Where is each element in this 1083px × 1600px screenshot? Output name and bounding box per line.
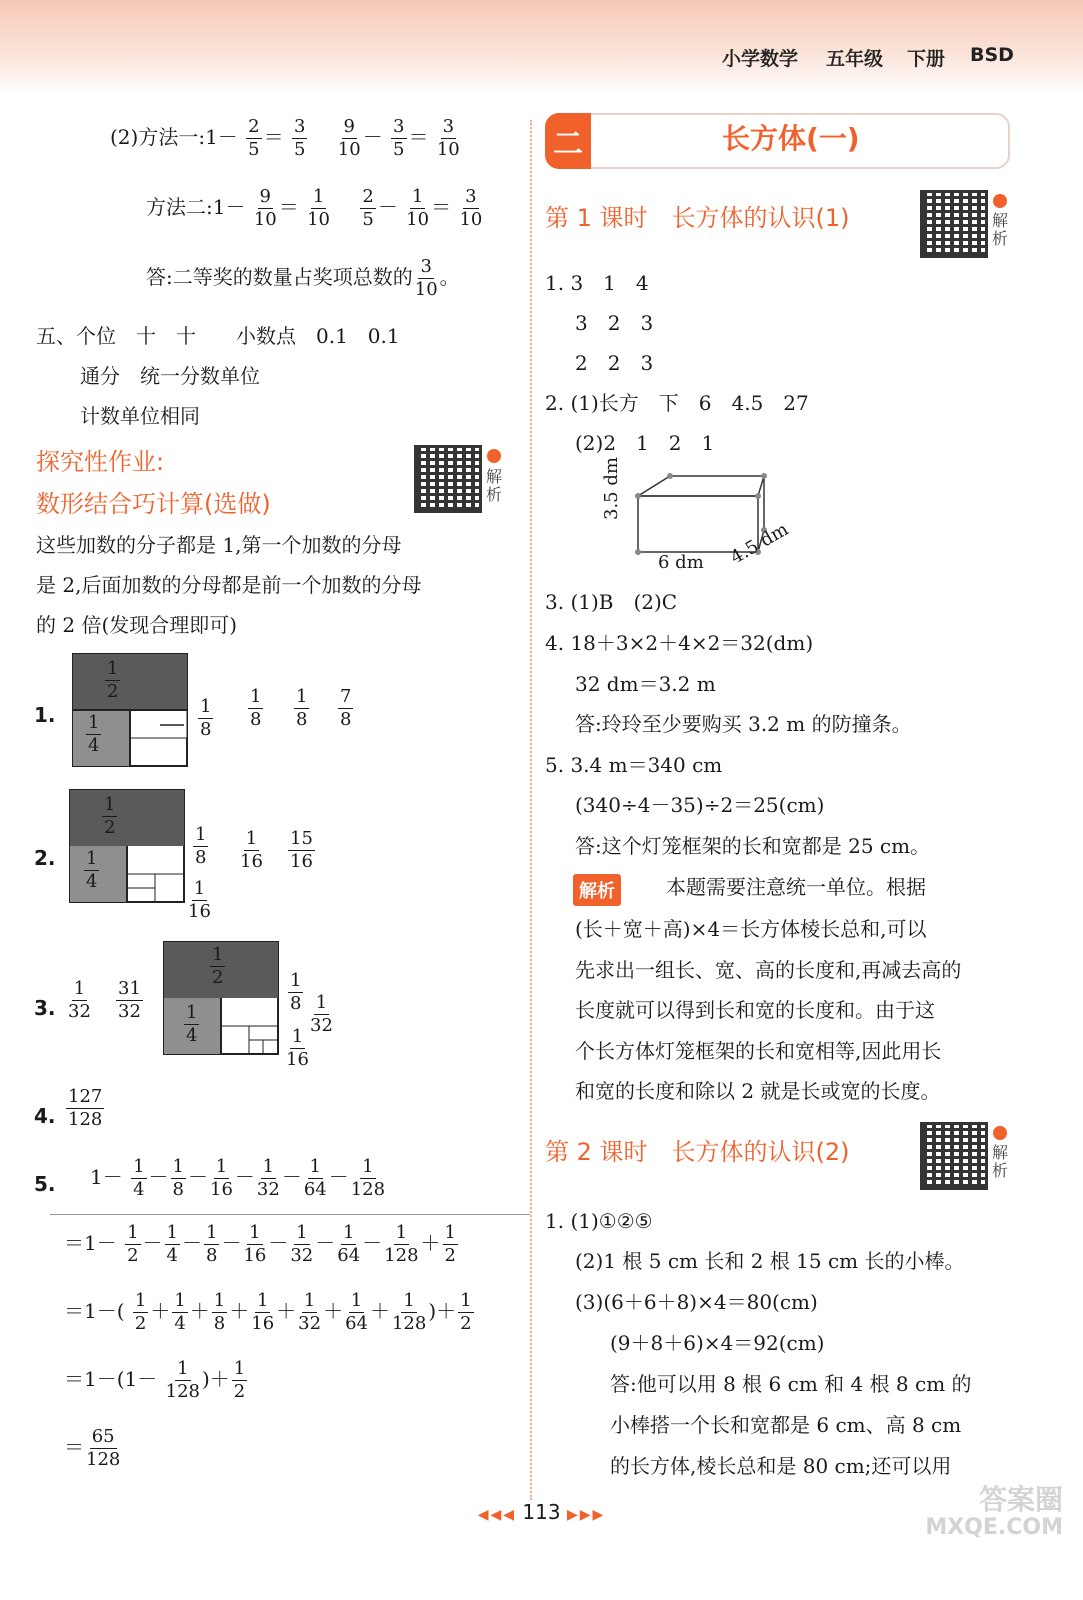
unit-number-badge: 二	[545, 113, 591, 169]
play-icon	[487, 449, 501, 463]
item-number: 5.	[34, 1172, 56, 1196]
item-fraction: $\frac{1}{8}$	[250, 686, 262, 730]
section-five-line3: 计数单位相同	[80, 404, 200, 428]
watermark: 答案圈 MXQE.COM	[925, 1483, 1063, 1540]
item-number: 4.	[34, 1104, 56, 1128]
right-arrows-icon: ▶▶▶	[566, 1507, 606, 1523]
lesson-title: 第 2 课时 长方体的认识(2)	[545, 1138, 850, 1166]
item-fraction: $\frac{1}{8}$	[200, 696, 212, 740]
lesson-title: 第 1 课时 长方体的认识(1)	[545, 204, 850, 232]
equation-line-4: ＝1－(1－ $\frac{1}{128}$ )＋ $\frac{1}{2}$	[64, 1358, 246, 1402]
qr-code[interactable]	[414, 445, 482, 513]
play-icon	[993, 194, 1007, 208]
answer-line: 3 2 3	[575, 311, 654, 335]
box-top-label: $\frac{1}{2}$	[212, 944, 224, 988]
explore-title: 探究性作业:	[36, 448, 165, 476]
height-label: 3.5 dm	[601, 457, 622, 520]
analysis-line: (长＋宽＋高)×4＝长方体棱长总和,可以	[575, 917, 927, 941]
answer-line: (2)2 1 2 1	[575, 431, 715, 455]
answer-line: 2 2 3	[575, 351, 654, 375]
answer-line: 32 dm＝3.2 m	[575, 672, 716, 696]
item-fraction: $\frac{1}{16}$	[240, 828, 263, 872]
box-bottom-label: $\frac{1}{4}$	[86, 848, 98, 892]
analysis-line: 个长方体灯笼框架的长和宽相等,因此用长	[575, 1039, 942, 1063]
header-grade: 五年级	[826, 48, 884, 70]
box-bottom-label: $\frac{1}{4}$	[186, 1002, 198, 1046]
answer-line: 1. (1)①②⑤	[545, 1209, 653, 1233]
play-icon	[993, 1126, 1007, 1140]
header-subject: 小学数学	[722, 48, 799, 70]
page-number: 113	[522, 1500, 561, 1524]
item-fraction: $\frac{1}{8}$	[296, 686, 308, 730]
item-fraction: $\frac{1}{16}$	[188, 878, 211, 922]
item-number: 3.	[34, 996, 56, 1020]
item-fraction: $\frac{1}{32}$	[310, 992, 333, 1036]
analysis-line: 和宽的长度和除以 2 就是长或宽的长度。	[575, 1079, 941, 1103]
page-footer	[0, 1500, 1083, 1524]
separator	[50, 1214, 530, 1215]
item-fraction: $\frac{15}{16}$	[290, 828, 313, 872]
qr-code[interactable]	[920, 190, 988, 258]
box-bottom-label: $\frac{1}{4}$	[88, 712, 100, 756]
answer-line: (9＋8＋6)×4＝92(cm)	[610, 1331, 825, 1355]
box-top-label: $\frac{1}{2}$	[107, 658, 119, 702]
answer-line: 1. 3 1 4	[545, 271, 649, 295]
answer-line: 答:这个灯笼框架的长和宽都是 25 cm。	[575, 834, 931, 858]
item-number: 1.	[34, 703, 56, 727]
answer-line: (2)1 根 5 cm 长和 2 根 15 cm 长的小棒。	[575, 1249, 965, 1273]
answer-line: 3. (1)B (2)C	[545, 590, 678, 614]
item-fraction: $\frac{1}{8}$	[290, 970, 302, 1014]
answer-line: 4. 18＋3×2＋4×2＝32(dm)	[545, 631, 814, 655]
explore-para-3: 的 2 倍(发现合理即可)	[36, 613, 238, 637]
column-divider	[530, 120, 532, 1500]
answer-line: 小棒搭一个长和宽都是 6 cm、高 8 cm	[610, 1413, 962, 1437]
analysis-line: 长度就可以得到长和宽的长度和。由于这	[575, 998, 935, 1022]
header-edition: BSD	[970, 44, 1014, 66]
section-five-line2: 通分 统一分数单位	[80, 364, 260, 388]
left-arrows-icon: ◀◀◀	[477, 1507, 517, 1523]
analysis-tag: 解析	[573, 874, 621, 906]
answer-line: 的长方体,棱长总和是 80 cm;还可以用	[610, 1454, 952, 1478]
answer-line: 2. (1)长方 下 6 4.5 27	[545, 391, 809, 415]
item-fraction: $\frac{127}{128}$	[68, 1086, 103, 1130]
analysis-line: 本题需要注意统一单位。根据	[666, 875, 926, 899]
method-two-line: 方法二:1－ $\frac{9}{10}$ ＝ $\frac{1}{10}$ $\frac{2}{5}$ － $\frac{1}{10}$ ＝ $\frac{3}{10}$	[146, 186, 483, 230]
explore-subtitle: 数形结合巧计算(选做)	[36, 490, 271, 518]
method-one-line: (2)方法一:1－ $\frac{2}{5}$ ＝ $\frac{3}{5}$ $\frac{9}{10}$ － $\frac{3}{5}$ ＝ $\frac{3}{10}$	[110, 116, 460, 160]
unit-title: 长方体(一)	[722, 122, 860, 155]
answer-line: 答:他可以用 8 根 6 cm 和 4 根 8 cm 的	[610, 1372, 972, 1396]
explore-para-2: 是 2,后面加数的分母都是前一个加数的分母	[36, 573, 422, 597]
header-volume: 下册	[907, 48, 946, 70]
section-five-line1: 五、个位 十 十 小数点 0.1 0.1	[36, 324, 400, 348]
item-fraction: $\frac{1}{16}$	[286, 1026, 309, 1070]
item-number: 2.	[34, 846, 56, 870]
answer-line: (340÷4－35)÷2＝25(cm)	[575, 793, 825, 817]
analysis-line: 先求出一组长、宽、高的长度和,再减去高的	[575, 958, 962, 982]
item-fraction: $\frac{31}{32}$	[118, 978, 141, 1022]
qr-label: 解析	[992, 1143, 1009, 1181]
length-label: 6 dm	[658, 552, 704, 573]
box-top-label: $\frac{1}{2}$	[104, 794, 116, 838]
answer-line: 答:二等奖的数量占奖项总数的 $\frac{3}{10}$ 。	[146, 256, 460, 300]
explore-para-1: 这些加数的分子都是 1,第一个加数的分母	[36, 533, 402, 557]
equation-line-3: ＝1－( $\frac{1}{2}$ ＋ $\frac{1}{4}$ ＋ $\frac{1}{8}$ ＋ $\frac{1}{16}$ ＋ $\frac{1}{32}$ ＋ $\frac{1}{64}$ ＋ $\frac{1}{128}$ )＋ $\frac{1}{2}$	[64, 1290, 472, 1334]
equation-line-2: ＝1－ $\frac{1}{2}$ － $\frac{1}{4}$ － $\frac{1}{8}$ － $\frac{1}{16}$ － $\frac{1}{32}$ － $\frac{1}{64}$ － $\frac{1}{128}$ ＋ $\frac{1}{2}$	[64, 1222, 456, 1266]
qr-label: 解析	[486, 467, 503, 505]
equation-line-5: ＝ $\frac{65}{128}$	[64, 1426, 121, 1470]
answer-line: (3)(6＋6＋8)×4＝80(cm)	[575, 1290, 818, 1314]
answer-line: 答:玲玲至少要购买 3.2 m 的防撞条。	[575, 712, 912, 736]
answer-line: 5. 3.4 m＝340 cm	[545, 753, 723, 777]
width-label: 4.5 dm	[727, 518, 793, 569]
item-fraction: $\frac{7}{8}$	[340, 686, 352, 730]
item-fraction: $\frac{1}{8}$	[195, 824, 207, 868]
equation-line-1: 1－ $\frac{1}{4}$ － $\frac{1}{8}$ － $\frac{1}{16}$ － $\frac{1}{32}$ － $\frac{1}{64}$ － $\frac{1}{128}$	[90, 1156, 386, 1200]
item-fraction: $\frac{1}{32}$	[68, 978, 91, 1022]
qr-label: 解析	[992, 211, 1009, 249]
qr-code[interactable]	[920, 1122, 988, 1190]
